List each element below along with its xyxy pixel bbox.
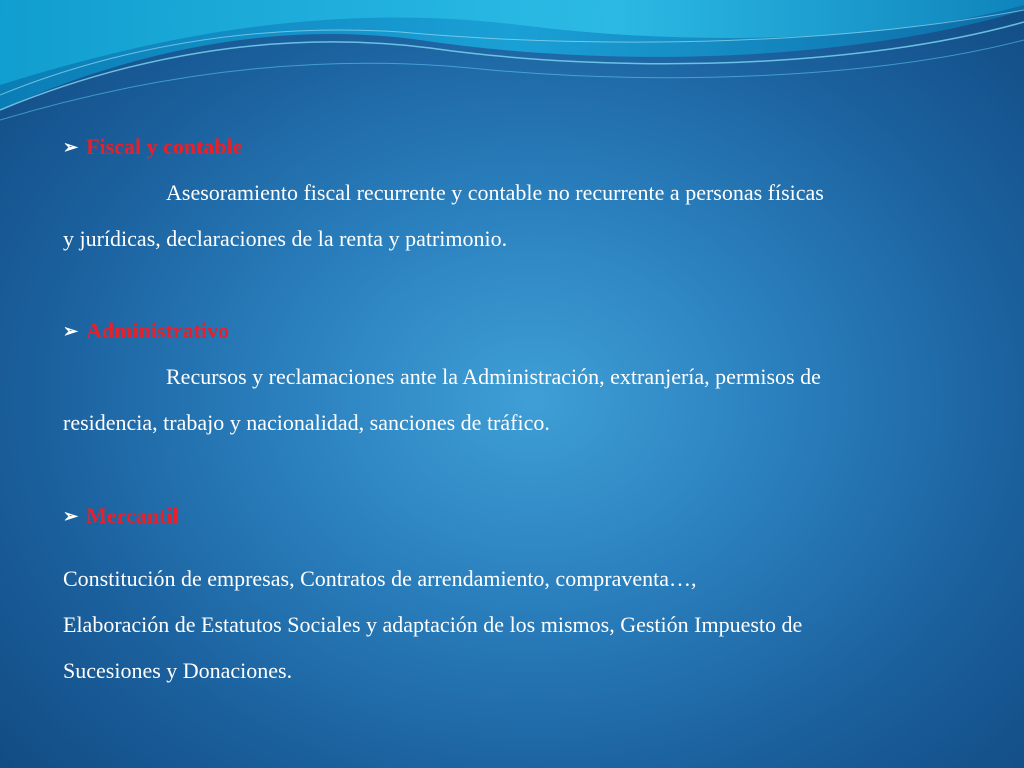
- arrow-right-icon: ➢: [63, 136, 79, 157]
- arrow-right-icon: ➢: [63, 320, 79, 341]
- section-heading-administrativo: [63, 318, 229, 344]
- heading-text: Mercantil: [86, 503, 179, 528]
- paragraph-line: y jurídicas, declaraciones de la renta y patrimonio.: [63, 226, 508, 251]
- section-heading-mercantil: [63, 503, 179, 529]
- paragraph-line: Asesoramiento fiscal recurrente y contable no recurrente a personas físicas: [166, 180, 824, 205]
- paragraph-line: residencia, trabajo y nacionalidad, sanciones de tráfico.: [63, 410, 550, 435]
- heading-text: Administrativo: [86, 318, 230, 343]
- paragraph-line: Sucesiones y Donaciones.: [63, 658, 293, 683]
- paragraph-line: Constitución de empresas, Contratos de arrendamiento, compraventa…,: [63, 566, 697, 591]
- section-heading-fiscal: [63, 134, 243, 160]
- paragraph-line: Recursos y reclamaciones ante la Administración, extranjería, permisos de: [166, 364, 821, 389]
- arrow-right-icon: ➢: [63, 505, 79, 526]
- heading-text: Fiscal y contable: [86, 134, 243, 159]
- paragraph-line: Elaboración de Estatutos Sociales y adaptación de los mismos, Gestión Impuesto de: [63, 612, 803, 637]
